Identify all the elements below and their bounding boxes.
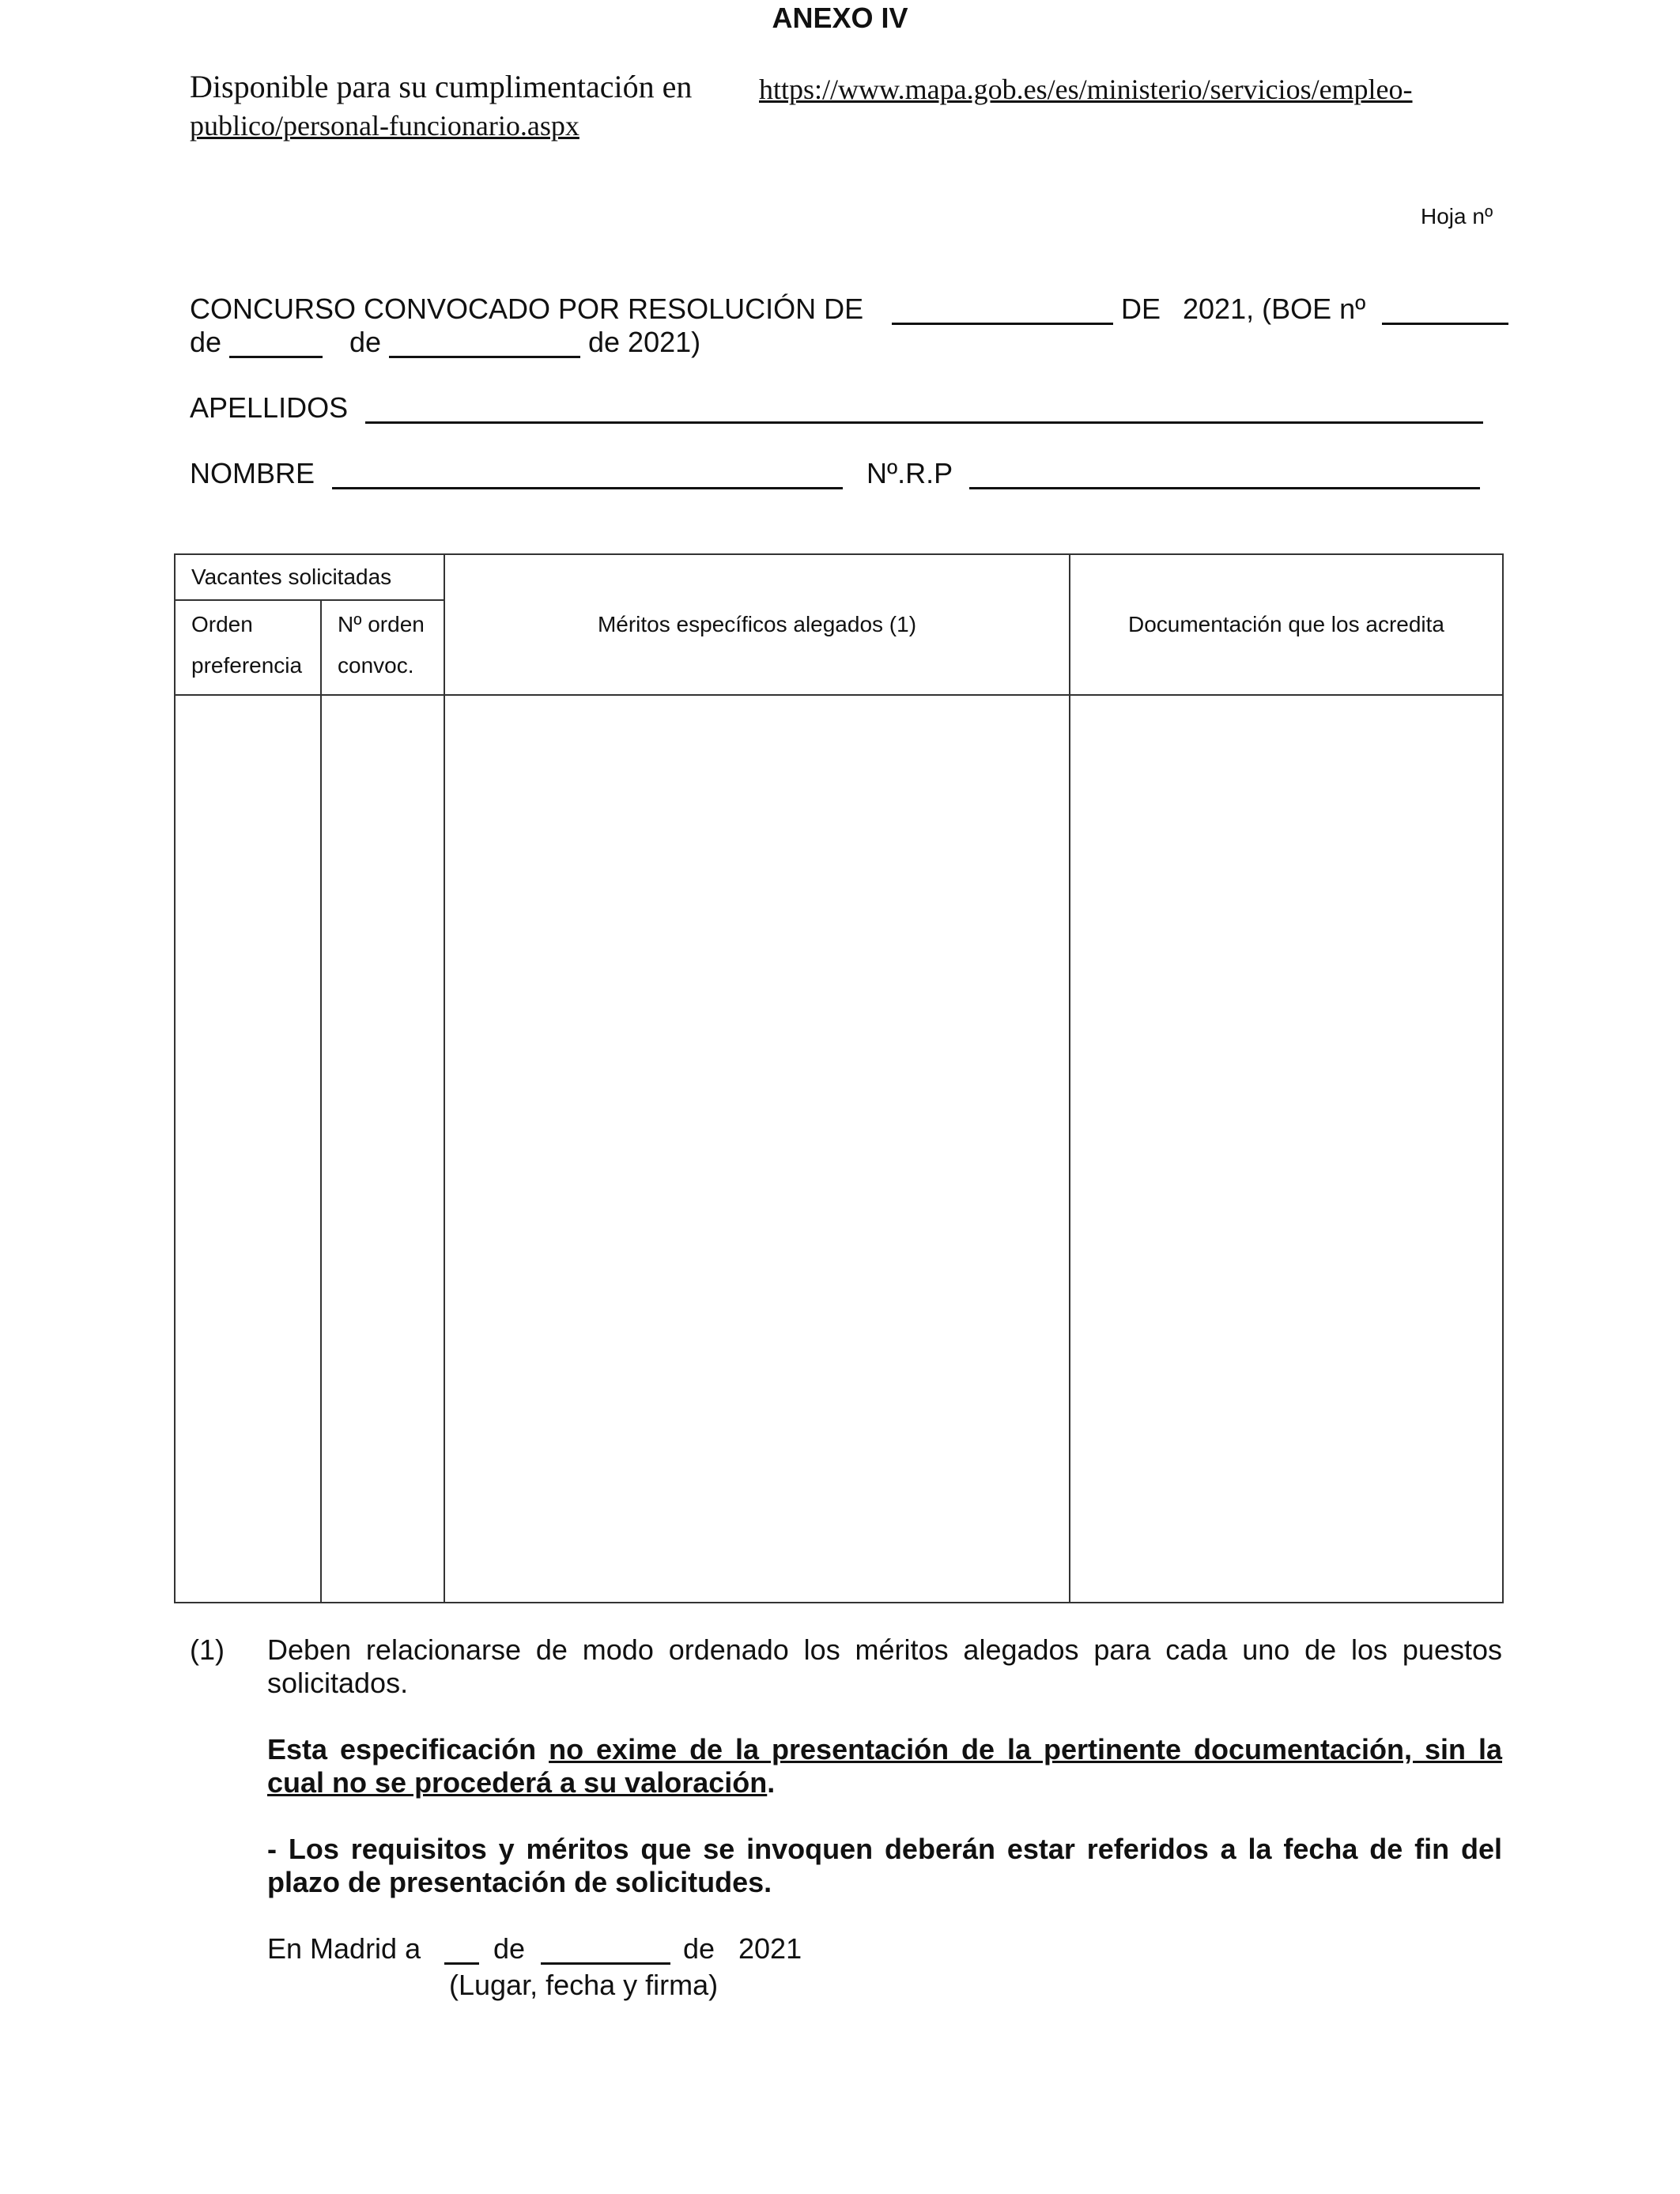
place-label: En Madrid a [267,1932,421,1965]
note-documentation-lead: Esta especificación [267,1733,537,1765]
annex-title: ANEXO IV [772,2,908,34]
orden-label-line-1: Orden [191,612,253,636]
boe-number-field[interactable] [1382,323,1508,325]
norden-label-line-2: convoc. [338,653,414,678]
orden-label-line-2: preferencia [191,653,303,678]
place-month-field[interactable] [541,1962,670,1965]
orden-preferencia-header [175,600,321,695]
documentacion-cell[interactable] [1070,695,1503,1603]
documentacion-header [1070,554,1503,695]
nrp-label: Nº.R.P [866,457,953,489]
apellidos-field[interactable] [365,421,1483,424]
resolution-date-field[interactable] [892,323,1113,325]
signature-caption: (Lugar, fecha y firma) [449,1969,719,2001]
note-documentation [267,1733,1502,1799]
nrp-field[interactable] [969,487,1480,489]
orden-convocatoria-cell[interactable] [321,695,444,1603]
note-marker: (1) [190,1633,225,1666]
orden-preferencia-cell[interactable] [175,695,321,1603]
boe-day-field[interactable] [229,356,323,358]
form-url-line-1[interactable]: https://www.mapa.gob.es/es/ministerio/servicios/empleo- [759,74,1413,105]
boe-de-label-2: de [349,326,382,358]
meritos-header-label: Méritos específicos alegados (1) [597,612,917,636]
boe-de-label-1: de [190,326,222,358]
apellidos-label: APELLIDOS [190,391,349,424]
concurso-boe-label: 2021, (BOE nº [1183,293,1366,325]
place-day-field[interactable] [444,1962,479,1965]
nombre-field[interactable] [332,487,843,489]
merits-table [174,553,1504,1603]
vacantes-header-label: Vacantes solicitadas [191,565,392,589]
note-documentation-end: . [767,1766,776,1799]
meritos-header [444,554,1070,695]
note-documentation-underlined: no exime de la presentación de la pertinente documentación, sin la cual no se procederá a su valoración [267,1733,1502,1799]
concurso-label: CONCURSO CONVOCADO POR RESOLUCIÓN DE [190,293,864,325]
form-url-line-2[interactable]: publico/personal-funcionario.aspx [190,110,580,142]
orden-convocatoria-header [321,600,444,695]
norden-label-line-1: Nº orden [338,612,425,636]
place-de-label-2: de [683,1932,715,1965]
boe-year-label: de 2021) [588,326,701,358]
concurso-de-label: DE [1121,293,1161,325]
meritos-cell[interactable] [444,695,1070,1603]
note-ordering: Deben relacionarse de modo ordenado los méritos alegados para cada uno de los puestos solicitados. [267,1633,1502,1699]
place-year: 2021 [738,1932,802,1965]
documentacion-header-label: Documentación que los acredita [1127,612,1444,636]
note-requirements: - Los requisitos y méritos que se invoquen deberán estar referidos a la fecha de fin del plazo de presentación de solicitudes. [267,1833,1502,1898]
vacantes-header [175,554,444,600]
nombre-label: NOMBRE [190,457,315,489]
sheet-number-label: Hoja nº [1421,204,1493,228]
availability-text: Disponible para su cumplimentación en [190,69,693,104]
place-de-label-1: de [493,1932,526,1965]
boe-month-field[interactable] [389,356,580,358]
